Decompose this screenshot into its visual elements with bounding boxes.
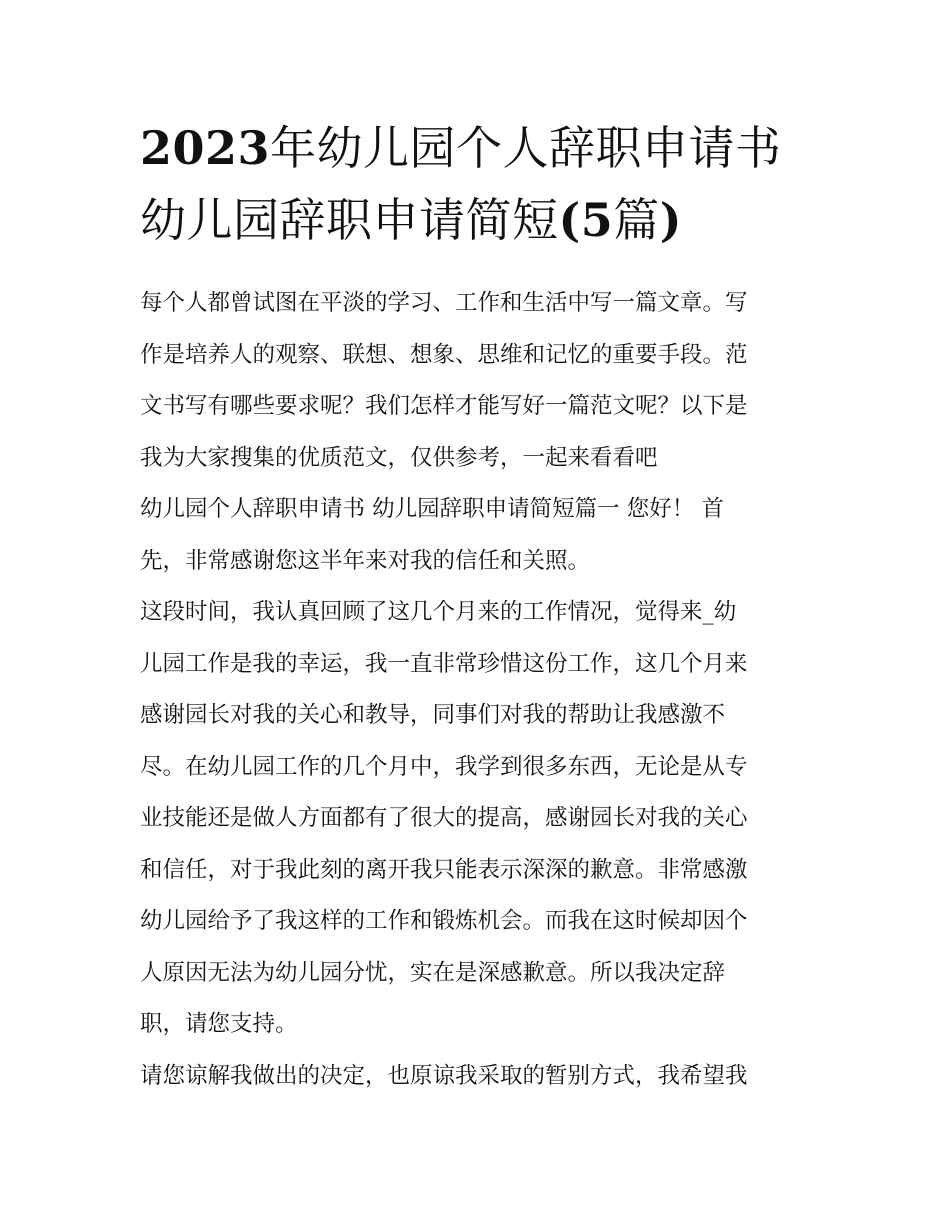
body-line: 儿园工作是我的幸运，我一直非常珍惜这份工作，这几个月来 <box>140 650 748 677</box>
body-line: 和信任，对于我此刻的离开我只能表示深深的歉意。非常感激 <box>140 856 748 883</box>
document-body <box>140 278 816 1102</box>
title-line1-text: 年幼儿园个人辞职申请书 <box>270 121 782 175</box>
body-line: 文书写有哪些要求呢？我们怎样才能写好一篇范文呢？以下是 <box>140 393 748 419</box>
body-line: 作是培养人的观察、联想、想象、思维和记忆的重要手段。范 <box>140 341 748 368</box>
body-line: 职，请您支持。 <box>140 1011 298 1037</box>
body-line: 尽。在幼儿园工作的几个月中，我学到很多东西，无论是从专 <box>140 753 748 780</box>
body-line: 人原因无法为幼儿园分忧，实在是深感歉意。所以我决定辞 <box>140 959 726 986</box>
body-line: 幼儿园个人辞职申请书 幼儿园辞职申请简短篇一 您好！ 首 <box>140 496 724 522</box>
title-close-paren: ) <box>659 193 683 247</box>
body-line: 业技能还是做人方面都有了很大的提高，感谢园长对我的关心 <box>140 805 748 831</box>
body-line: 这段时间，我认真回顾了这几个月来的工作情况，觉得来_幼 <box>140 599 737 625</box>
body-line: 请您谅解我做出的决定，也原谅我采取的暂别方式，我希望我 <box>140 1062 748 1089</box>
title-year: 2023 <box>140 121 271 175</box>
document-title <box>140 112 830 256</box>
body-line: 先，非常感谢您这半年来对我的信任和关照。 <box>140 547 591 574</box>
title-line2-text: 幼儿园辞职申请简短 <box>140 193 559 247</box>
title-count: (5 <box>558 193 614 247</box>
body-line: 我为大家搜集的优质范文，仅供参考，一起来看看吧 <box>140 444 658 471</box>
body-line: 每个人都曾试图在平淡的学习、工作和生活中写一篇文章。写 <box>140 290 748 316</box>
title-pian: 篇 <box>613 193 660 247</box>
body-line: 幼儿园给予了我这样的工作和锻炼机会。而我在这时候却因个 <box>140 908 748 934</box>
body-line: 感谢园长对我的关心和教导，同事们对我的帮助让我感激不 <box>140 702 726 728</box>
